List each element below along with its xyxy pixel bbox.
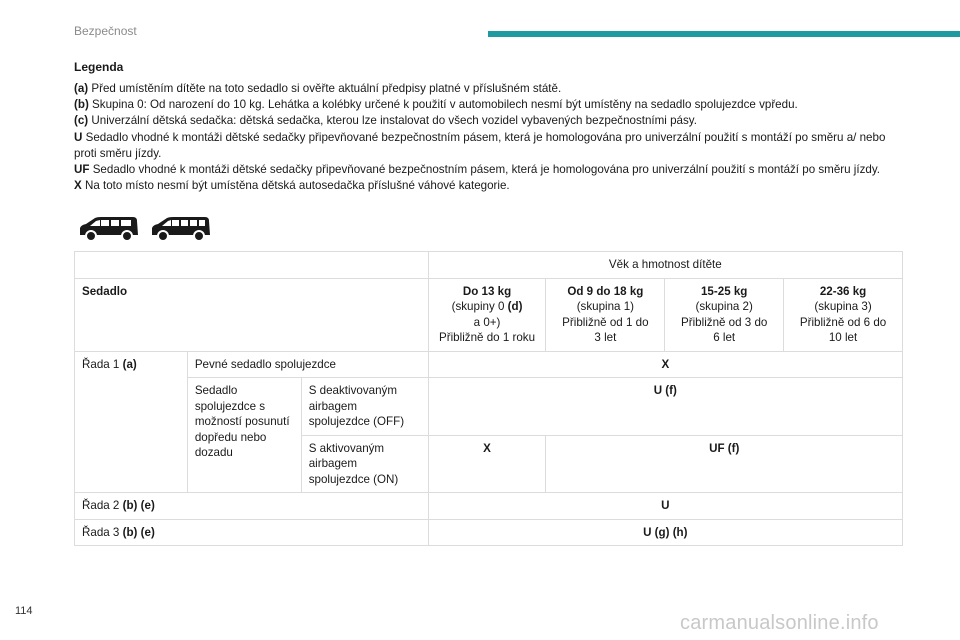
legend-item-uf: UF Sedadlo vhodné k montáži dětské sedačky připevňované bezpečnostním pásem, která je homologována pro univerzální použití s montáží po směru jízdy. [74,163,881,177]
row3-label: Řada 3 (b) (e) [75,519,429,546]
header-accent-bar [488,31,960,37]
group-header: Věk a hmotnost dítěte [428,252,902,279]
fixed-seat-label: Pevné sedadlo spolujezdce [187,351,428,378]
table-row [75,278,903,351]
row3-value: U (g) (h) [428,519,902,546]
airbag-on-value-group0: X [428,435,546,493]
row2-value: U [428,493,902,520]
table-row [75,493,903,520]
col-group-3: 22-36 kg (skupina 3) Přibližně od 6 do 10 let [784,278,903,351]
watermark: carmanualsonline.info [680,612,879,634]
legend-item-x: X Na toto místo nesmí být umístěna dětská autosedačka příslušné váhové kategorie. [74,179,510,193]
seat-label: Sedadlo [75,278,429,351]
table-row [75,378,903,436]
legend-item-b: (b) Skupina 0: Od narození do 10 kg. Lehátka a kolébky určené k použití v automobilech nesmí být umístěny na sedadlo spolujezdce vpředu. [74,98,798,112]
airbag-on-value-groups123: UF (f) [546,435,903,493]
airbag-off-label: S deaktivovaným airbagem spolujezdce (OFF) [301,378,428,436]
section-title: Bezpečnost [74,24,137,38]
legend-item-u: U Sedadlo vhodné k montáži dětské sedačky připevňované bezpečnostním pásem, která je homologována pro univerzální použití s montáží po směru a/ nebo proti směru jízdy. [74,130,886,160]
legend-item-c: (c) Univerzální dětská sedačka: dětská sedačka, kterou lze instalovat do všech vozidel vybavených bezpečnostními pásy. [74,114,697,128]
airbag-on-label: S aktivovaným airbagem spolujezdce (ON) [301,435,428,493]
adjustable-seat-label: Sedadlo spolujezdce s možností posunutí dopředu nebo dozadu [187,378,301,493]
legend [74,81,904,194]
col-group-2: 15-25 kg (skupina 2) Přibližně od 3 do 6 let [665,278,784,351]
airbag-off-value: U (f) [428,378,902,436]
legend-item-a: (a) Před umístěním dítěte na toto sedadlo si ověřte aktuální předpisy platné v příslušném státě. [74,82,562,95]
child-seat-table [74,251,903,546]
legend-title: Legenda [74,60,124,74]
car-icon [77,214,141,242]
col-group-1: Od 9 do 18 kg (skupina 1) Přibližně od 1 do 3 let [546,278,665,351]
table-row [75,519,903,546]
row1-label: Řada 1 (a) [75,351,188,493]
van-icon [149,214,213,242]
vehicle-icons [77,214,213,242]
table-row [75,351,903,378]
col-group-0: Do 13 kg (skupiny 0 (d) a 0+) Přibližně do 1 roku [428,278,546,351]
row2-label: Řada 2 (b) (e) [75,493,429,520]
table-row [75,252,903,279]
fixed-seat-value: X [428,351,902,378]
empty-header-cell [75,252,429,279]
page-number: 114 [15,605,33,617]
